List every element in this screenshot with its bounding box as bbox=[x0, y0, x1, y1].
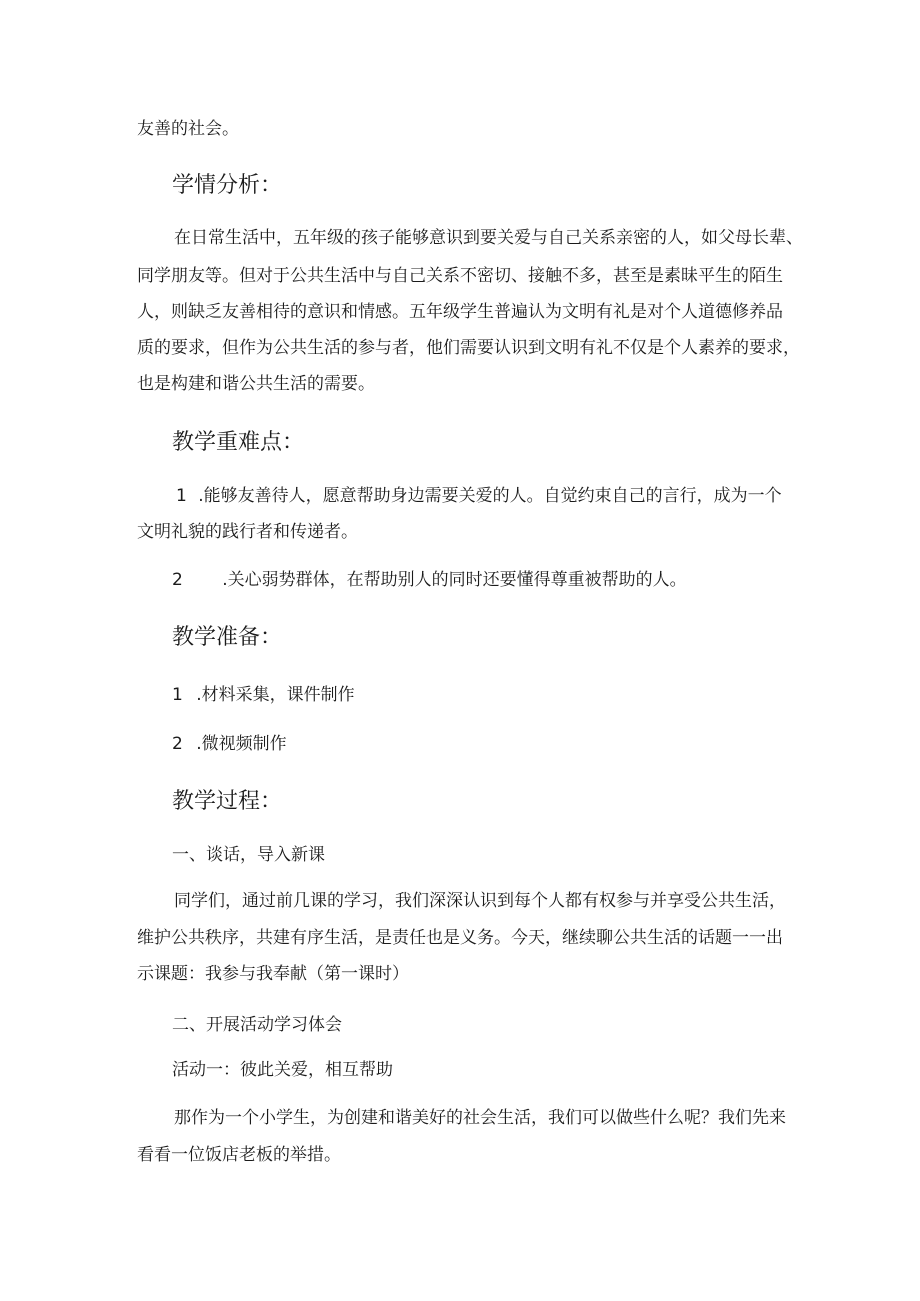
key-points-heading: 教学重难点： bbox=[172, 430, 305, 455]
key-point-item-2 bbox=[172, 568, 687, 592]
list-number: 1 bbox=[176, 486, 187, 506]
preparation-text: .材料采集，课件制作 bbox=[196, 685, 355, 705]
analysis-line: 在日常生活中，五年级的孩子能够意识到要关爱与自己关系亲密的人，如父母长辈、 bbox=[174, 228, 803, 248]
key-point-continuation: 文明礼貌的践行者和传递者。 bbox=[137, 522, 358, 542]
section-1-line: 示课题：我参与我奉献（第一课时） bbox=[137, 964, 409, 984]
section-1-line: 同学们，通过前几课的学习，我们深深认识到每个人都有权参与并享受公共生活， bbox=[174, 891, 786, 911]
section-1-title: 一、谈话，导入新课 bbox=[172, 845, 325, 865]
section-2-title: 二、开展活动学习体会 bbox=[172, 1015, 342, 1035]
activity-1-title: 活动一：彼此关爱，相互帮助 bbox=[172, 1060, 393, 1080]
section-1-line: 维护公共秩序，共建有序生活，是责任也是义务。今天，继续聊公共生活的话题一一出 bbox=[137, 928, 783, 948]
process-heading: 教学过程： bbox=[172, 789, 283, 814]
key-point-text: .关心弱势群体，在帮助别人的同时还要懂得尊重被帮助的人。 bbox=[222, 570, 687, 590]
list-number: 2 bbox=[172, 734, 183, 754]
preparation-text: .微视频制作 bbox=[196, 734, 287, 754]
activity-1-line: 看看一位饭店老板的举措。 bbox=[137, 1145, 341, 1165]
activity-1-line: 那作为一个小学生，为创建和谐美好的社会生活，我们可以做些什么呢？我们先来 bbox=[174, 1108, 786, 1128]
analysis-line: 也是构建和谐公共生活的需要。 bbox=[137, 374, 375, 394]
preparation-item-2 bbox=[172, 732, 287, 756]
list-number: 1 bbox=[172, 685, 183, 705]
preparation-heading: 教学准备： bbox=[172, 625, 283, 650]
key-point-item-1 bbox=[176, 484, 782, 508]
preparation-item-1 bbox=[172, 683, 355, 707]
analysis-line: 同学朋友等。但对于公共生活中与自己关系不密切、接触不多，甚至是素昧平生的陌生 bbox=[137, 266, 783, 286]
key-point-text: .能够友善待人，愿意帮助身边需要关爱的人。自觉约束自己的言行，成为一个 bbox=[198, 486, 782, 506]
analysis-heading: 学情分析： bbox=[172, 173, 283, 198]
analysis-line: 质的要求，但作为公共生活的参与者，他们需要认识到文明有礼不仅是个人素养的要求， bbox=[137, 338, 800, 358]
list-number: 2 bbox=[172, 570, 183, 590]
analysis-line: 人，则缺乏友善相待的意识和情感。五年级学生普遍认为文明有礼是对个人道德修养品 bbox=[137, 302, 783, 322]
intro-tail: 友善的社会。 bbox=[137, 119, 239, 139]
